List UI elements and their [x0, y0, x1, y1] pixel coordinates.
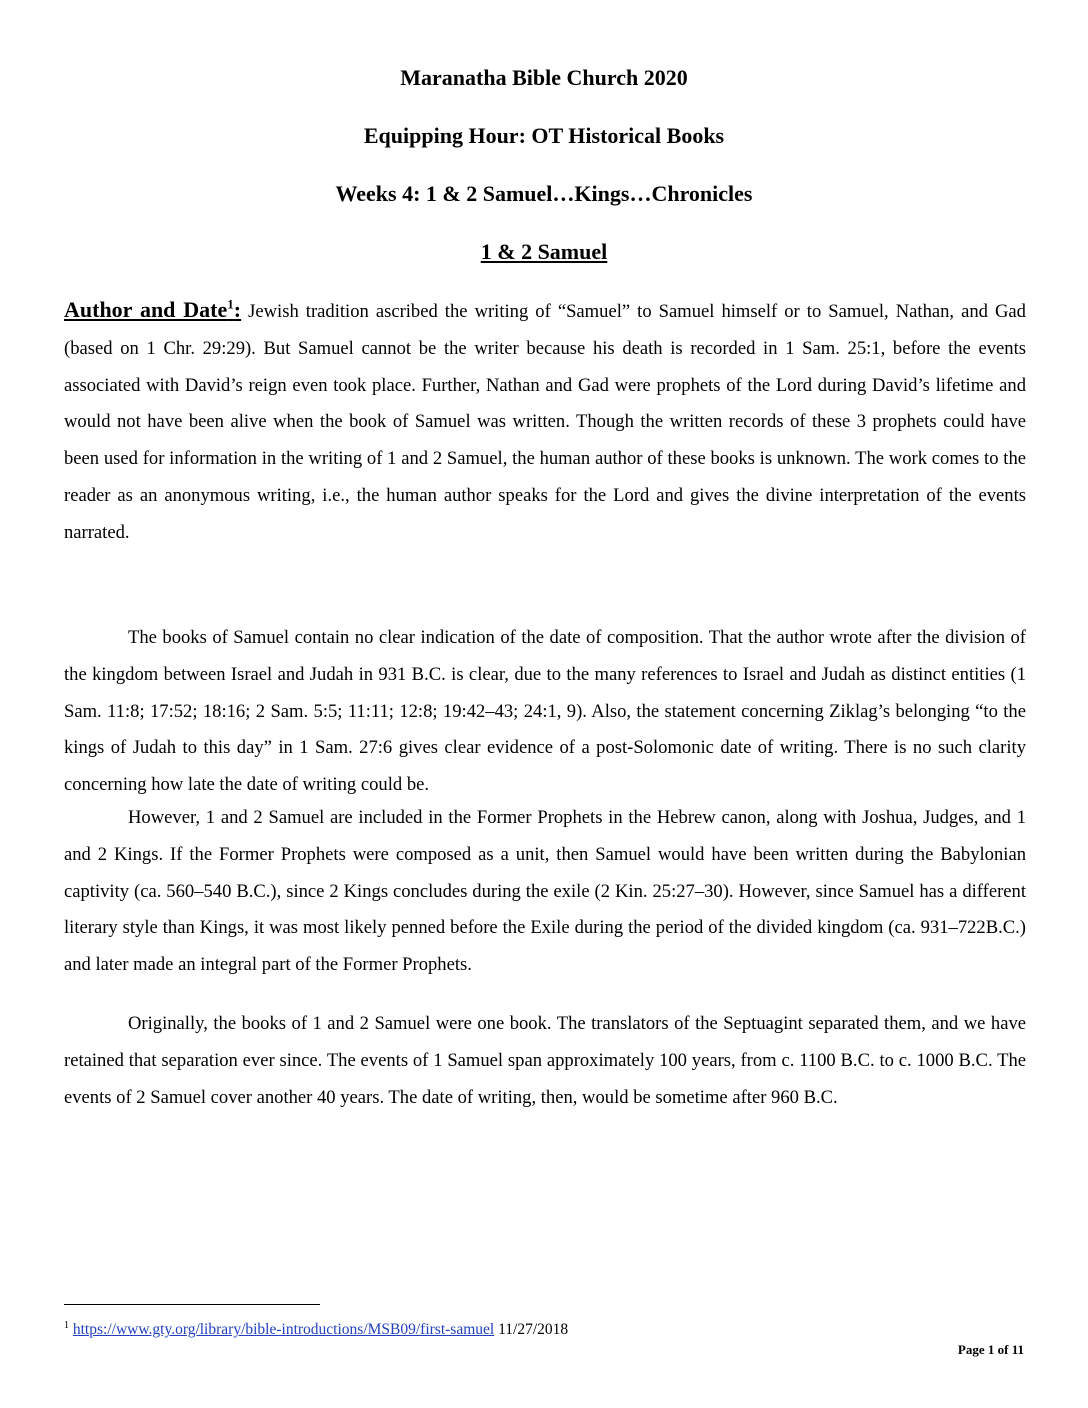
- week-title: Weeks 4: 1 & 2 Samuel…Kings…Chronicles: [335, 181, 753, 206]
- footnote-date: 11/27/2018: [494, 1321, 569, 1338]
- church-title: Maranatha Bible Church 2020: [400, 65, 688, 90]
- footnote-marker: 1: [64, 1319, 69, 1331]
- footnote-divider: [64, 1304, 320, 1305]
- paragraph-composition-date: The books of Samuel contain no clear indication of the date of composition. That the author wrote after the division of the kingdom between Israel and Judah in 931 B.C. is clear, due to the many references to Israel and Judah as distinct entities (1 Sam. 11:8; 17:52; 18:16; 2 Sam. 5:5; 11:11; 12:8; 19:42–43; 24:1, 9). Also, the statement concerning Ziklag’s belonging “to the kings of Judah to this day” in 1 Sam. 27:6 gives clear evidence of a post-Solomonic date of writing. There is no such clarity concerning how late the date of writing could be.: [64, 627, 1026, 796]
- paragraph-former-prophets: However, 1 and 2 Samuel are included in the Former Prophets in the Hebrew canon, along with Joshua, Judges, and 1 and 2 Kings. If the Former Prophets were composed as a unit, then Samuel would have been written during the Babylonian captivity (ca. 560–540 B.C.), since 2 Kings concludes during the exile (2 Kin. 25:27–30). However, since Samuel has a different literary style than Kings, it was most likely penned before the Exile during the period of the divided kingdom (ca. 931–722B.C.) and later made an integral part of the Former Prophets.: [64, 807, 1026, 976]
- paragraph-septuagint: Originally, the books of 1 and 2 Samuel were one book. The translators of the Septuagint separated them, and we have retained that separation ever since. The events of 1 Samuel span approximately 100 years, from c. 1100 B.C. to c. 1000 B.C. The events of 2 Samuel cover another 40 years. The date of writing, then, would be sometime after 960 B.C.: [64, 1013, 1026, 1108]
- paragraph-author-date: [64, 292, 1026, 552]
- author-date-label: Author and Date$^1$:: [64, 296, 242, 322]
- section-title: 1 & 2 Samuel: [480, 239, 608, 264]
- footnote: [64, 1320, 568, 1340]
- paragraph1-text: Jewish tradition ascribed the writing of “Samuel” to Samuel himself or to Samuel, Nathan, and Gad (based on 1 Chr. 29:29). But Samuel cannot be the writer because his death is recorded in 1 Sam. 25:1, before the events associated with David’s reign even took place. Further, Nathan and Gad were prophets of the Lord during David’s lifetime and would not have been alive when the book of Samuel was written. Though the written records of these 3 prophets could have been used for information in the writing of 1 and 2 Samuel, the human author of these books is unknown. The work comes to the reader as an anonymous writing, i.e., the human author speaks for the Lord and gives the divine interpretation of the events narrated.: [64, 301, 1026, 543]
- footnote-link[interactable]: https://www.gty.org/library/bible-introductions/MSB09/first-samuel: [72, 1321, 495, 1338]
- course-title: Equipping Hour: OT Historical Books: [363, 123, 725, 148]
- footnote-ref[interactable]: 1: [227, 296, 234, 312]
- page-number: Page 1 of 11: [957, 1342, 1024, 1357]
